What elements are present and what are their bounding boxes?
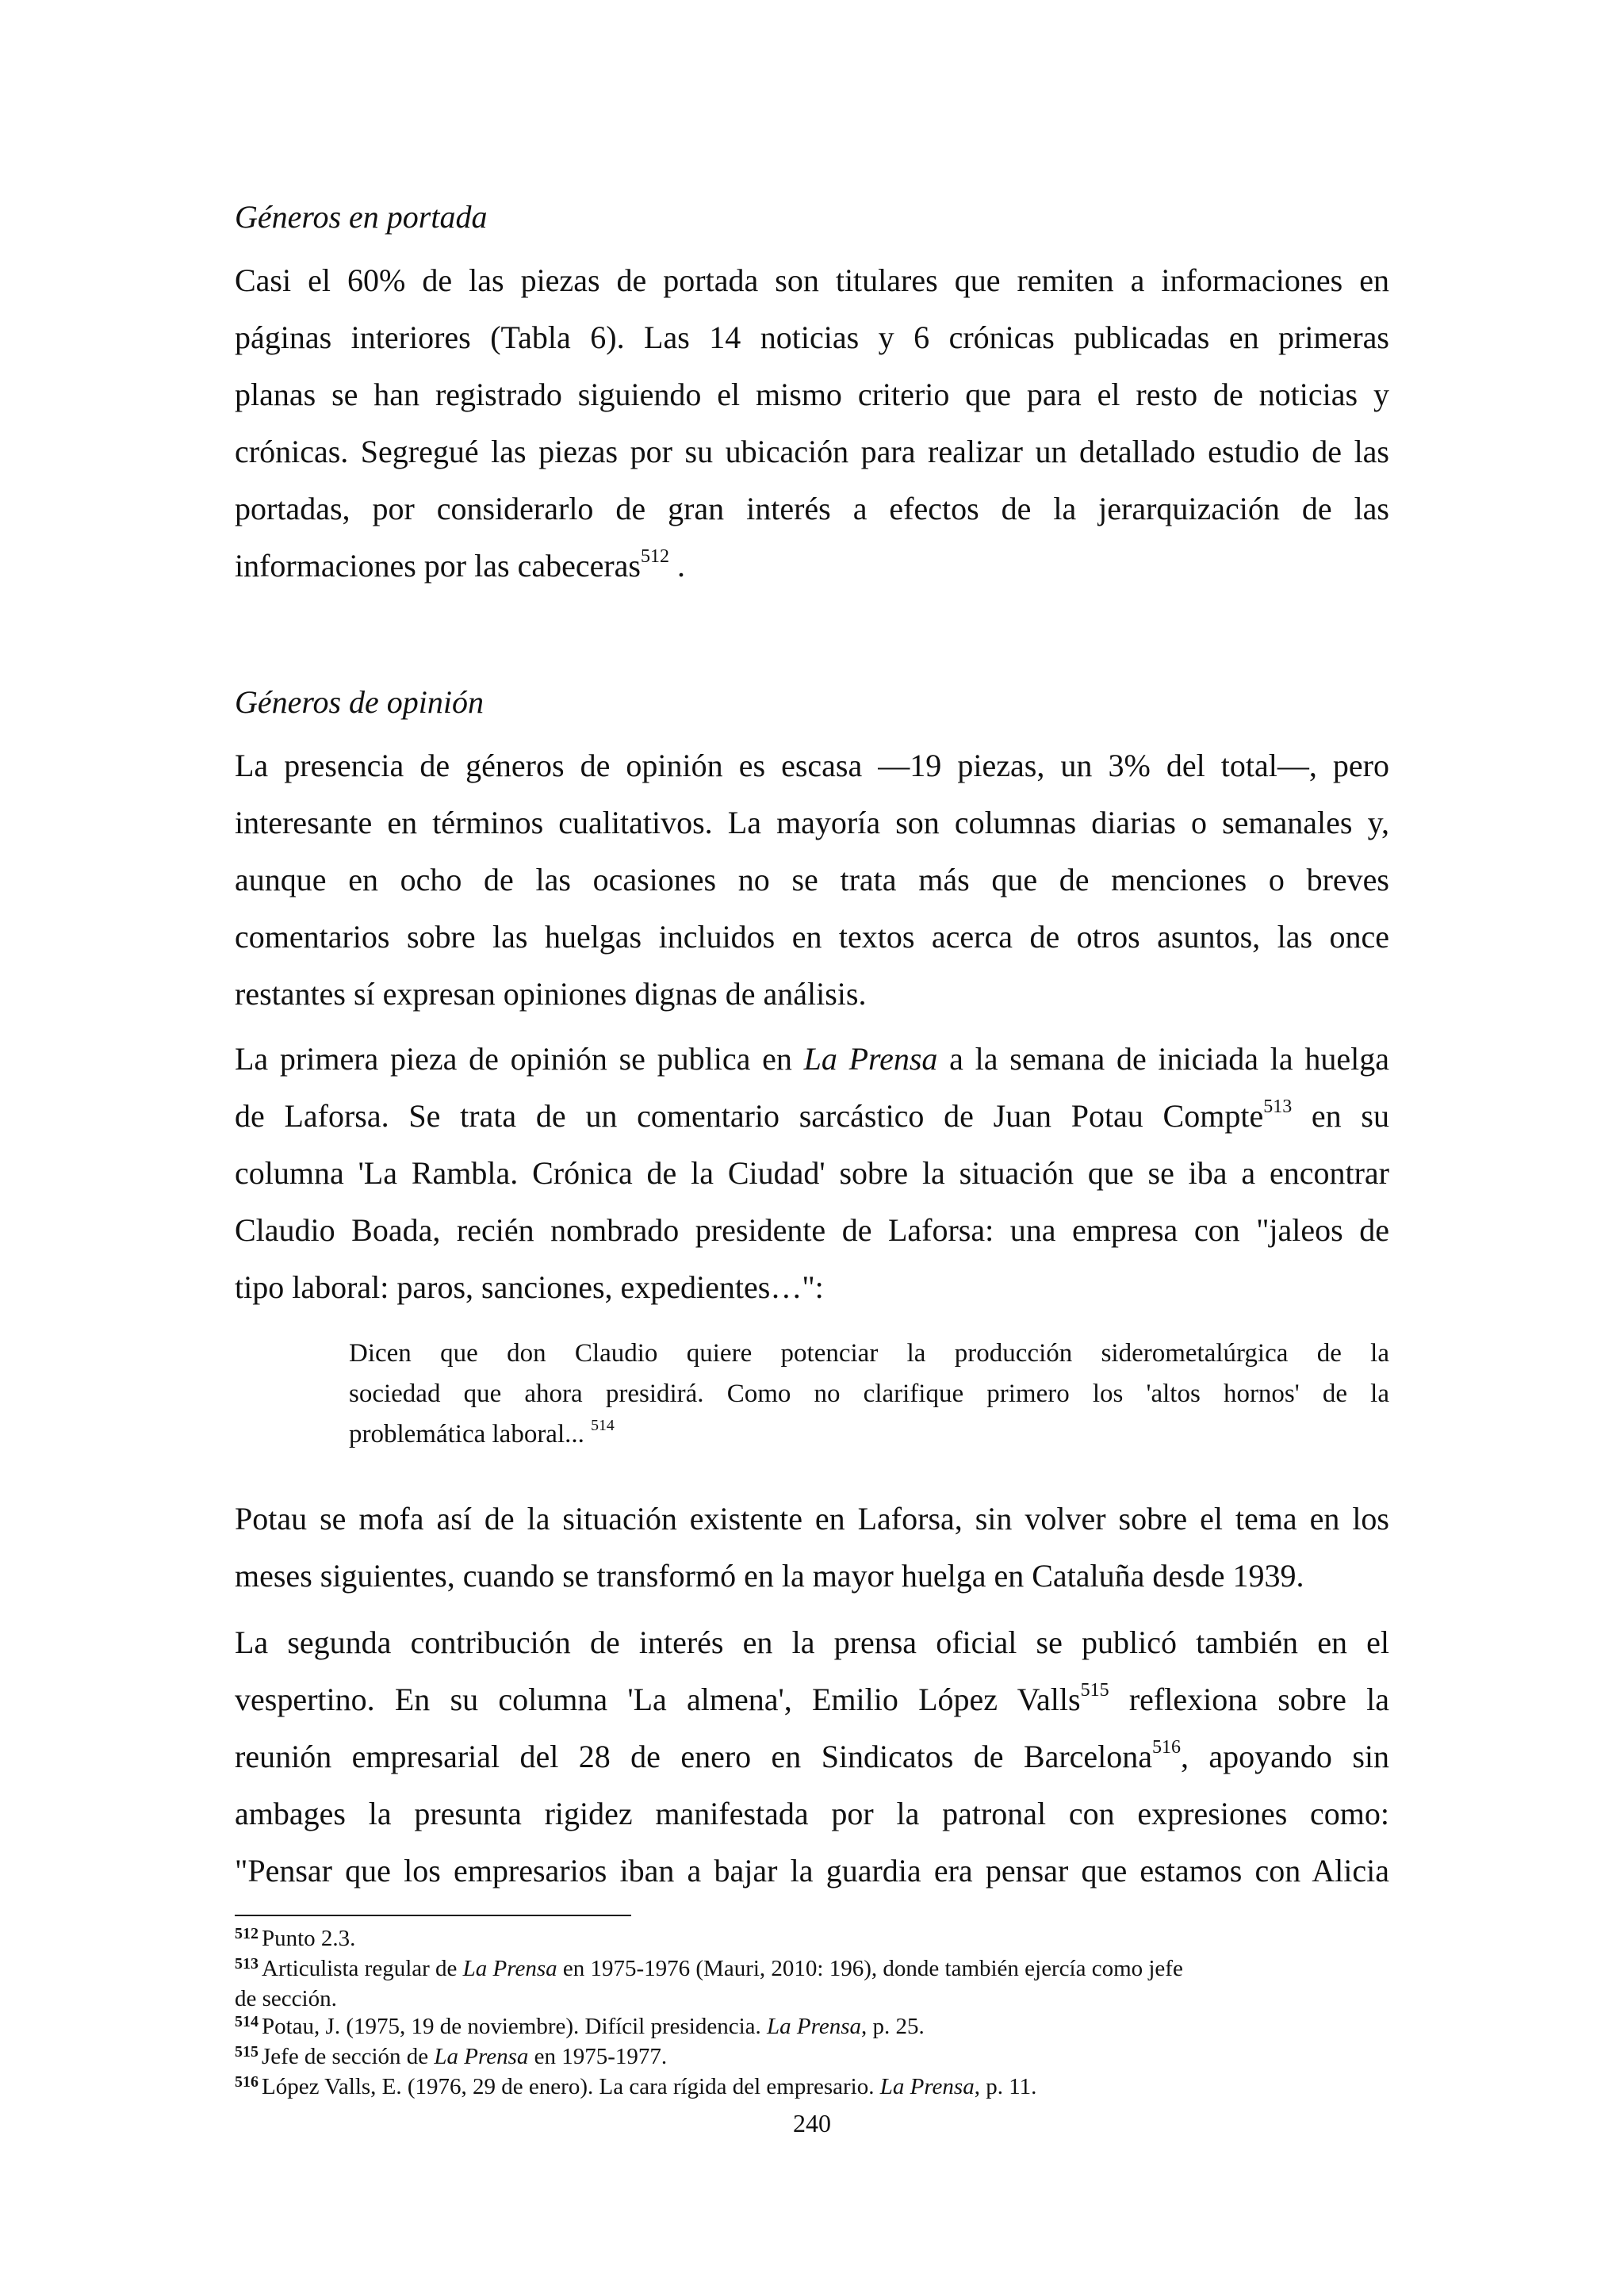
- paragraph-portada: [235, 252, 1389, 595]
- text-line: Casi el 60% de las piezas de portada son titulares que remiten a informaciones en: [235, 262, 1389, 298]
- quote-line: Dicen que don Claudio quiere potenciar la producción siderometalúrgica de la: [349, 1339, 1389, 1368]
- footnote-number: 515: [235, 2043, 259, 2061]
- text-fragment: Jefe de sección de: [262, 2044, 435, 2069]
- quote-line: sociedad que ahora presidirá. Como no clarifique primero los 'altos hornos' de la: [349, 1380, 1389, 1408]
- text-fragment: .: [668, 548, 685, 584]
- text-line: crónicas. Segregué las piezas por su ubicación para realizar un detallado estudio de las: [235, 434, 1389, 469]
- text-line: portadas, por considerarlo de gran interés a efectos de la jerarquización de las: [235, 491, 1389, 526]
- text-fragment: Potau, J. (1975, 19 de noviembre). Difícil presidencia.: [262, 2014, 768, 2039]
- section-heading-portada: Géneros en portada: [235, 199, 488, 235]
- text-fragment: Articulista regular de: [262, 1956, 463, 1981]
- text-line: interesante en términos cualitativos. La mayoría son columnas diarias o semanales y,: [235, 805, 1389, 840]
- footnote-ref: 514: [591, 1417, 615, 1435]
- footnote: [235, 2013, 1389, 2043]
- footnote: [235, 1955, 1389, 1985]
- footnotes: [235, 1925, 1389, 2103]
- paragraph-opinion-1: [235, 737, 1389, 1023]
- footnote-ref: 515: [1080, 1680, 1109, 1701]
- text-fragment: en 1975-1976 (Mauri, 2010: 196), donde también ejercía como jefe: [557, 1956, 1183, 1981]
- text-line: [235, 1728, 1389, 1785]
- footnote: [235, 2043, 1389, 2073]
- section-heading-opinion: Géneros de opinión: [235, 684, 485, 720]
- text-line: Potau se mofa así de la situación existente en Laforsa, sin volver sobre el tema en los: [235, 1501, 1389, 1536]
- text-line: planas se han registrado siguiendo el mismo criterio que para el resto de noticias y: [235, 377, 1389, 412]
- footnote-ref: 512: [640, 546, 669, 567]
- text-fragment: vespertino. En su columna 'La almena', Emilio López Valls: [235, 1682, 1081, 1717]
- text-fragment: en su: [1292, 1098, 1389, 1134]
- text-line: restantes sí expresan opiniones dignas de análisis.: [235, 976, 867, 1012]
- text-fragment: informaciones por las cabeceras: [235, 548, 641, 584]
- footnote-ref: 516: [1152, 1737, 1182, 1758]
- footnote-number: 516: [235, 2073, 259, 2091]
- text-line: Claudio Boada, recién nombrado presidente de Laforsa: una empresa con "jaleos de: [235, 1212, 1389, 1248]
- publication-title: La Prensa: [767, 2014, 862, 2039]
- publication-title: La Prensa: [803, 1041, 938, 1077]
- text-line: páginas interiores (Tabla 6). Las 14 noticias y 6 crónicas publicadas en primeras: [235, 320, 1389, 355]
- footnote-separator: [235, 1915, 631, 1916]
- text-line: [235, 538, 1389, 595]
- text-line: tipo laboral: paros, sanciones, expedientes…":: [235, 1269, 824, 1305]
- publication-title: La Prensa: [462, 1956, 557, 1981]
- text-fragment: de Laforsa. Se trata de un comentario sarcástico de Juan Potau Compte: [235, 1098, 1264, 1134]
- block-quote: [349, 1334, 1389, 1455]
- text-line: [235, 1671, 1389, 1728]
- text-fragment: en 1975-1977.: [528, 2044, 668, 2069]
- text-fragment: reunión empresarial del 28 de enero en Sindicatos de Barcelona: [235, 1739, 1153, 1774]
- text-fragment: reflexiona sobre la: [1109, 1682, 1389, 1717]
- publication-title: La Prensa: [879, 2074, 975, 2099]
- text-fragment: Punto 2.3.: [262, 1926, 356, 1951]
- text-line: aunque en ocho de las ocasiones no se trata más que de menciones o breves: [235, 862, 1389, 897]
- text-fragment: problemática laboral...: [349, 1420, 584, 1448]
- footnote: [235, 2073, 1389, 2103]
- text-line: ambages la presunta rigidez manifestada por la patronal con expresiones como:: [235, 1796, 1389, 1831]
- footnote-number: 513: [235, 1955, 259, 1973]
- paragraph-opinion-3: [235, 1490, 1389, 1605]
- text-line: [235, 1031, 1389, 1088]
- text-line: columna 'La Rambla. Crónica de la Ciudad' sobre la situación que se iba a encontrar: [235, 1155, 1389, 1191]
- text-fragment: a la semana de iniciada la huelga: [937, 1041, 1389, 1077]
- footnote-number: 512: [235, 1925, 259, 1942]
- footnote-ref: 513: [1263, 1096, 1293, 1117]
- page-number: 240: [793, 2109, 831, 2137]
- footnote-number: 514: [235, 2013, 259, 2030]
- text-line: La segunda contribución de interés en la prensa oficial se publicó también en el: [235, 1624, 1389, 1660]
- footnote-continuation: de sección.: [235, 1986, 337, 2011]
- text-fragment: , apoyando sin: [1181, 1739, 1390, 1774]
- text-line: [235, 1088, 1389, 1145]
- quote-line: [349, 1414, 1389, 1455]
- text-line: La presencia de géneros de opinión es escasa —19 piezas, un 3% del total—, pero: [235, 748, 1389, 783]
- footnote: [235, 1925, 1389, 1955]
- text-line: comentarios sobre las huelgas incluidos en textos acerca de otros asuntos, las once: [235, 919, 1389, 955]
- text-fragment: , p. 25.: [861, 2014, 925, 2039]
- text-line: "Pensar que los empresarios iban a bajar la guardia era pensar que estamos con Alicia: [235, 1853, 1389, 1888]
- paragraph-opinion-4: [235, 1614, 1389, 1900]
- paragraph-opinion-2: [235, 1031, 1389, 1316]
- publication-title: La Prensa: [434, 2044, 529, 2069]
- text-fragment: , p. 11.: [974, 2074, 1037, 2099]
- text-line: meses siguientes, cuando se transformó en la mayor huelga en Cataluña desde 1939.: [235, 1558, 1304, 1594]
- text-fragment: López Valls, E. (1976, 29 de enero). La cara rígida del empresario.: [262, 2074, 880, 2099]
- text-fragment: La primera pieza de opinión se publica en: [235, 1041, 804, 1077]
